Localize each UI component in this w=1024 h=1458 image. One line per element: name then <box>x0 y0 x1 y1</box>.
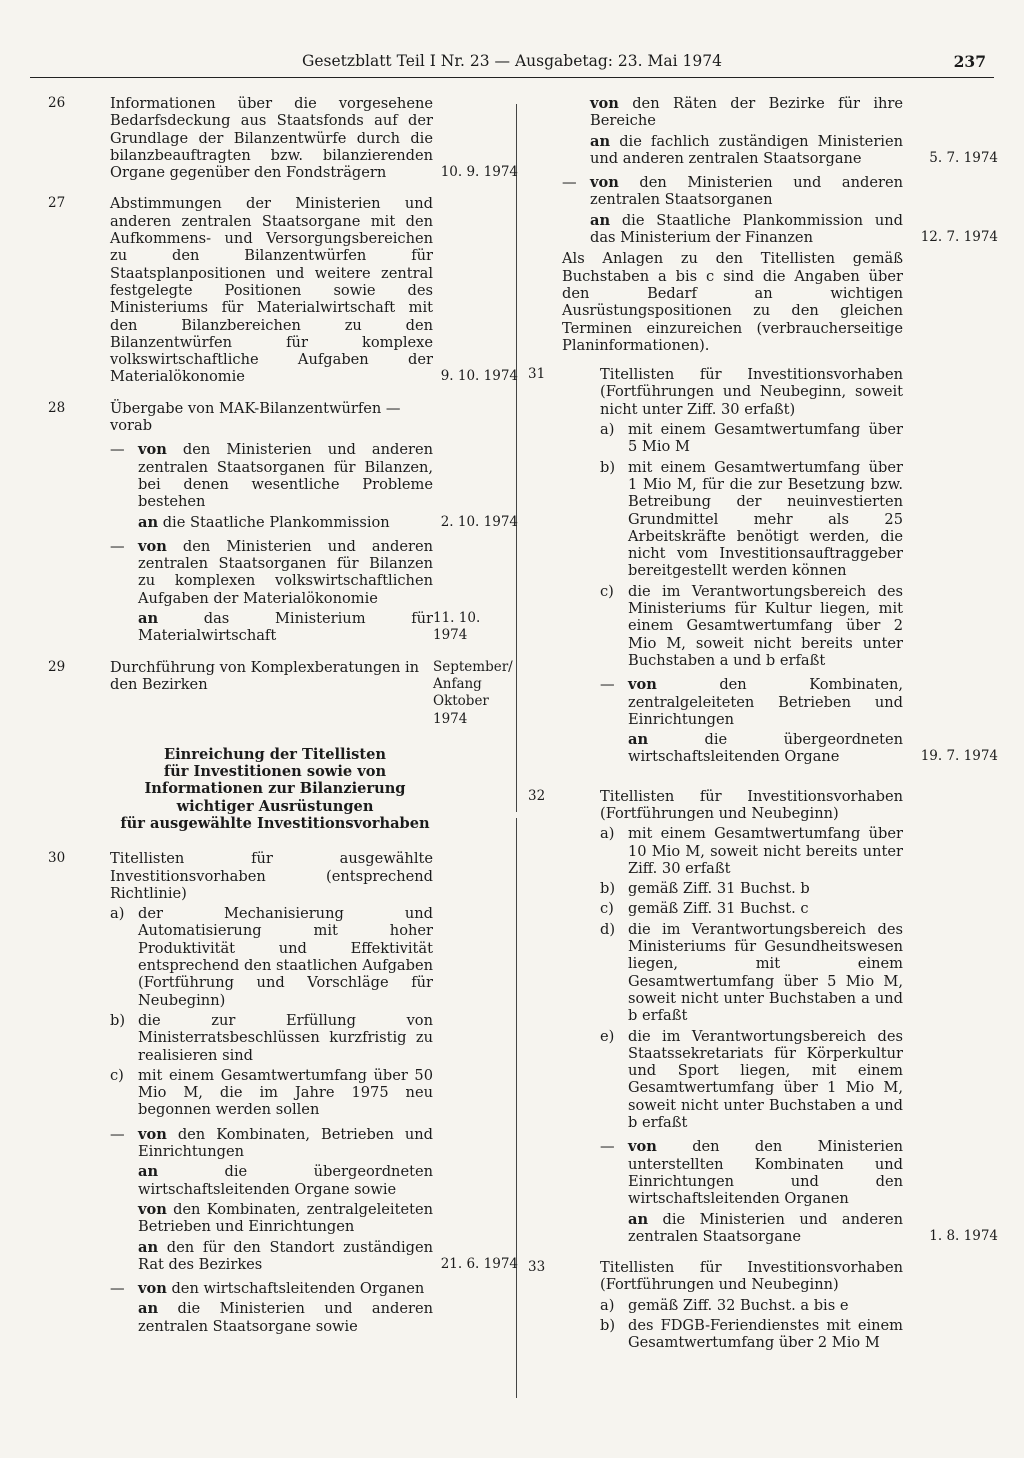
entry-intro: Titellisten für Investitionsvorhaben (Fortführungen und Neubeginn) <box>600 1259 903 1294</box>
entry-30-dash-1: — von den Kombinaten, Betrieben und Einrichtungen an die übergeordneten wirtschaftsleitenden Organe sowie von den Kombinaten, zentralgeleiteten Betrieben und Einrichtungen an den für den Standort zuständigen Rat des Bezirkes 21. 6. 1974 <box>48 1123 518 1273</box>
entry-text: Informationen über die vorgesehene Bedarfsdeckung aus Staatsfonds auf der Grundlage der Bilanzentwürfe durch die bilanzbeauftragten bzw. bilanzierenden Organe gegenüber den Fondsträgern <box>110 95 433 182</box>
entry-number: 29 <box>48 658 66 675</box>
entry-30-dash-2: — von den wirtschaftsleitenden Organen an die Ministerien und anderen zentralen Staatsorgane sowie <box>110 1280 434 1335</box>
entry-date: 9. 10. 1974 <box>440 368 518 385</box>
header-rule <box>30 77 994 78</box>
entry-30 <box>48 850 518 1335</box>
entry-date: 1. 8. 1974 <box>929 1227 998 1244</box>
list-item: b) mit einem Gesamtwertumfang über 1 Mio M, für die zur Besetzung bzw. Betreibung der neuinvestierten Grundmittel mehr als 25 Arbeitskräfte benötigt werden, die nicht vom Investitionsauftraggeber bereitgestellt werden können <box>600 458 903 580</box>
entry-number: 32 <box>528 787 546 804</box>
entry-text: Durchführung von Komplexberatungen in den Bezirken <box>110 658 420 693</box>
entry-31: 31 Titellisten für Investitionsvorhaben (Fortführungen und Neubeginn, soweit nicht unter Ziff. 30 erfaßt) a) mit einem Gesamtwertumfang über 5 Mio M b) mit einem Gesamtwertumfang über 1 Mio M, für die zur Besetzung bzw. Betreibung der neuinvestierten Grundmittel mehr als 25 Arbeitskräfte benötigt werden, die nicht vom Investitionsauftraggeber bereitgestellt werden können c) die im Verantwortungsbereich des Ministeriums für Kultur liegen, mit einem Gesamtwertumfang über 2 Mio M, soweit nicht bereits unter Buchstaben a und b erfaßt — von den Kombinaten, zentralgeleiteten Betrieben und Einrichtungen an die übergeordneten wirtschaftsleitenden Organe 19. 7. 1974 <box>528 366 998 766</box>
list-item: c) die im Verantwortungsbereich des Ministeriums für Kultur liegen, mit einem Gesamtwertumfang über 2 Mio M, soweit nicht bereits unter Buchstaben a und b erfaßt <box>600 582 903 669</box>
entry-number: 27 <box>48 195 66 212</box>
entry-text: Abstimmungen der Ministerien und anderen zentralen Staatsorgane mit den Aufkommens- und Versorgungsbereichen zu den Bilanzentwürfen für Staatsplanpositionen und weitere zentral festgelegte Positionen sowie des Ministeriums für Materialwirtschaft mit den Bilanzbereichen zu den Bilanzentwürfen für komplexe volkswirtschaftliche Aufgaben der Materialökonomie <box>110 195 433 386</box>
entry-27 <box>48 195 518 385</box>
entry-date: 21. 6. 1974 <box>440 1255 518 1272</box>
list-item: c) gemäß Ziff. 31 Buchst. c <box>600 900 809 918</box>
page-number: 237 <box>953 52 986 71</box>
entry-28 <box>48 400 518 645</box>
entry-date: 12. 7. 1974 <box>920 229 998 246</box>
list-item: c) mit einem Gesamtwertumfang über 50 Mio M, die im Jahre 1975 neu begonnen werden sollen <box>110 1066 433 1119</box>
entry-30-continued: von den Räten der Bezirke für ihre Bereiche an die fachlich zuständigen Ministerien und anderen zentralen Staatsorgane 5. 7. 1974 — von den Ministerien und anderen zentralen Staatsorganen an die Staatliche Plankommission und das Ministerium der Finanzen 12. 7. 1974 Als Anlagen zu den Titellisten gemäß Buchstaben a bis c sind die Angaben über den Bedarf an wichtigen Ausrüstungspositionen zu den gleichen Terminen einzureichen (verbraucherseitige Planinformationen). <box>562 95 998 354</box>
list-item: d) die im Verantwortungsbereich des Ministeriums für Gesundheitswesen liegen, mit einem Gesamtwertumfang über 5 Mio M, soweit nicht unter Buchstaben a und b erfaßt <box>600 920 903 1025</box>
entry-date: 10. 9. 1974 <box>440 164 518 181</box>
list-item: b) des FDGB-Feriendienstes mit einem Gesamtwertumfang über 2 Mio M <box>600 1317 903 1352</box>
list-item: a) mit einem Gesamtwertumfang über 10 Mio M, soweit nicht bereits unter Ziff. 30 erfaßt <box>600 825 903 877</box>
list-item: a) mit einem Gesamtwertumfang über 5 Mio M <box>600 421 903 456</box>
entry-date: 19. 7. 1974 <box>920 748 998 765</box>
right-column <box>528 95 998 1364</box>
entry-date: 5. 7. 1974 <box>929 149 998 166</box>
list-item: a) gemäß Ziff. 32 Buchst. a bis e <box>600 1296 849 1314</box>
entry-intro: Titellisten für Investitionsvorhaben (Fortführungen und Neubeginn, soweit nicht unter Ziff. 30 erfaßt) <box>600 366 903 418</box>
entry-title: Übergabe von MAK-Bilanzentwürfen — vorab <box>110 399 401 435</box>
entry-32: 32 Titellisten für Investitionsvorhaben (Fortführungen und Neubeginn) a) mit einem Gesamtwertumfang über 10 Mio M, soweit nicht bereits unter Ziff. 30 erfaßt b) gemäß Ziff. 31 Buchst. b c) gemäß Ziff. 31 Buchst. c d) die im Verantwortungsbereich des Ministeriums für Gesundheitswesen liegen, mit einem Gesamtwertumfang über 5 Mio M, soweit nicht unter Buchstaben a und b erfaßt e) die im Verantwortungsbereich des Staatssekretariats für Körperkultur und Sport liegen, mit einem Gesamtwertumfang über 1 Mio M, soweit nicht unter Buchstaben a und b erfaßt — von den den Ministerien unterstellten Kombinaten und Einrichtungen und den wirtschaftsleitenden Organen an die Ministerien und anderen zentralen Staatsorgane 1. 8. 1974 <box>528 787 998 1245</box>
list-item: a) der Mechanisierung und Automatisierung mit hoher Produktivität und Effektivität entsprechend den staatlichen Aufgaben (Fortführung und Vorschläge für Neubeginn) <box>110 905 433 1009</box>
entry-26 <box>48 95 518 181</box>
entry-number: 30 <box>48 850 66 867</box>
list-item: e) die im Verantwortungsbereich des Staatssekretariats für Körperkultur und Sport liegen, mit einem Gesamtwertumfang über 1 Mio M, soweit nicht unter Buchstaben a und b erfaßt <box>600 1027 903 1132</box>
entry-28-dash-2: — von den Ministerien und anderen zentralen Staatsorganen für Bilanzen zu komplexen volkswirtschaftlichen Aufgaben der Materialökonomie an das Ministerium für Materialwirtschaft 11. 10. 1974 <box>48 535 518 645</box>
list-item: b) die zur Erfüllung von Ministerratsbeschlüssen kurzfristig zu realisieren sind <box>110 1011 433 1064</box>
annex-note: Als Anlagen zu den Titellisten gemäß Buchstaben a bis c sind die Angaben über den Bedarf an wichtigen Ausrüstungspositionen zu den gleichen Terminen einzureichen (verbraucherseitige Planinformationen). <box>562 250 903 354</box>
entry-date: 11. 10. 1974 <box>433 610 481 644</box>
entry-number: 33 <box>528 1259 546 1276</box>
list-item: b) gemäß Ziff. 31 Buchst. b <box>600 880 810 898</box>
entry-28-dash-1: — von den Ministerien und anderen zentralen Staatsorganen für Bilanzen, bei denen wesentliche Probleme bestehen an die Staatliche Plankommission 2. 10. 1974 <box>48 438 518 530</box>
entry-intro: Titellisten für Investitionsvorhaben (Fortführungen und Neubeginn) <box>600 787 903 822</box>
page-header-title: Gesetzblatt Teil I Nr. 23 — Ausgabetag: 23. Mai 1974 <box>302 52 722 70</box>
entry-intro: Titellisten für ausgewählte Investitionsvorhaben (entsprechend Richtlinie) <box>110 850 433 902</box>
section-heading: Einreichung der Titellisten für Investitionen sowie von Informationen zur Bilanzierung wichtiger Ausrüstungen für ausgewählte Investitionsvorhaben <box>120 745 430 832</box>
entry-number: 31 <box>528 366 546 383</box>
left-column <box>48 95 518 1335</box>
entry-29 <box>48 659 518 728</box>
entry-date: 2. 10. 1974 <box>440 513 518 530</box>
entry-number: 26 <box>48 95 66 111</box>
entry-date: September/ Anfang Oktober 1974 <box>433 658 513 727</box>
entry-33 <box>528 1259 998 1351</box>
entry-number: 28 <box>48 399 66 416</box>
